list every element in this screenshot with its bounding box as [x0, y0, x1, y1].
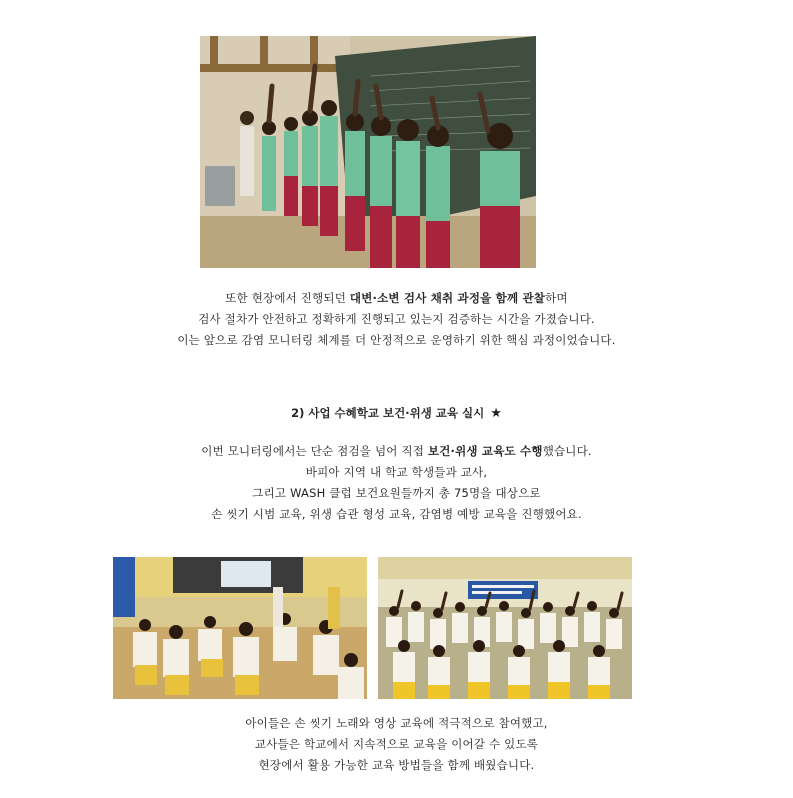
education-paragraph: [0, 441, 793, 525]
observation-paragraph: [0, 288, 793, 351]
star-icon: ★: [490, 406, 502, 421]
section-heading: [0, 403, 793, 424]
participation-line-1: 아이들은 손 씻기 노래와 영상 교육에 적극적으로 참여했고,: [245, 716, 548, 730]
observation-line-1: 또한 현장에서 진행되던 대변·소변 검사 채취 과정을 함께 관찰하며: [225, 291, 568, 305]
section-heading-text: 2) 사업 수혜학교 보건·위생 교육 실시: [291, 406, 485, 420]
education-bold-phrase: 보건·위생 교육도 수행: [427, 444, 543, 458]
students-with-banner-photo: [378, 557, 632, 699]
observation-line-2: 검사 절차가 안전하고 정확하게 진행되고 있는지 검증하는 시간을 가졌습니다.: [198, 312, 595, 326]
education-line-2: 바피아 지역 내 학교 학생들과 교사,: [305, 465, 488, 479]
observation-line-3: 이는 앞으로 감염 모니터링 체계를 더 안정적으로 운영하기 위한 핵심 과정이었습니다.: [177, 333, 616, 347]
classroom-students-raising-hands-photo: [200, 36, 536, 268]
observation-bold-phrase: 대변·소변 검사 채취 과정을 함께 관찰: [349, 291, 546, 305]
students-watching-screen-photo: [113, 557, 367, 699]
education-line-4: 손 씻기 시범 교육, 위생 습관 형성 교육, 감염병 예방 교육을 진행했어요.: [211, 507, 582, 521]
participation-line-2: 교사들은 학교에서 지속적으로 교육을 이어갈 수 있도록: [254, 737, 539, 751]
education-line-1: 이번 모니터링에서는 단순 점검을 넘어 직접 보건·위생 교육도 수행했습니다.: [201, 444, 592, 458]
education-line-3: 그리고 WASH 클럽 보건요원들까지 총 75명을 대상으로: [252, 486, 541, 500]
education-session-photo: [113, 557, 367, 699]
group-photo: [378, 557, 632, 699]
classroom-photo: [200, 36, 536, 268]
participation-line-3: 현장에서 활용 가능한 교육 방법들을 함께 배웠습니다.: [258, 758, 535, 772]
participation-paragraph: [0, 713, 793, 776]
